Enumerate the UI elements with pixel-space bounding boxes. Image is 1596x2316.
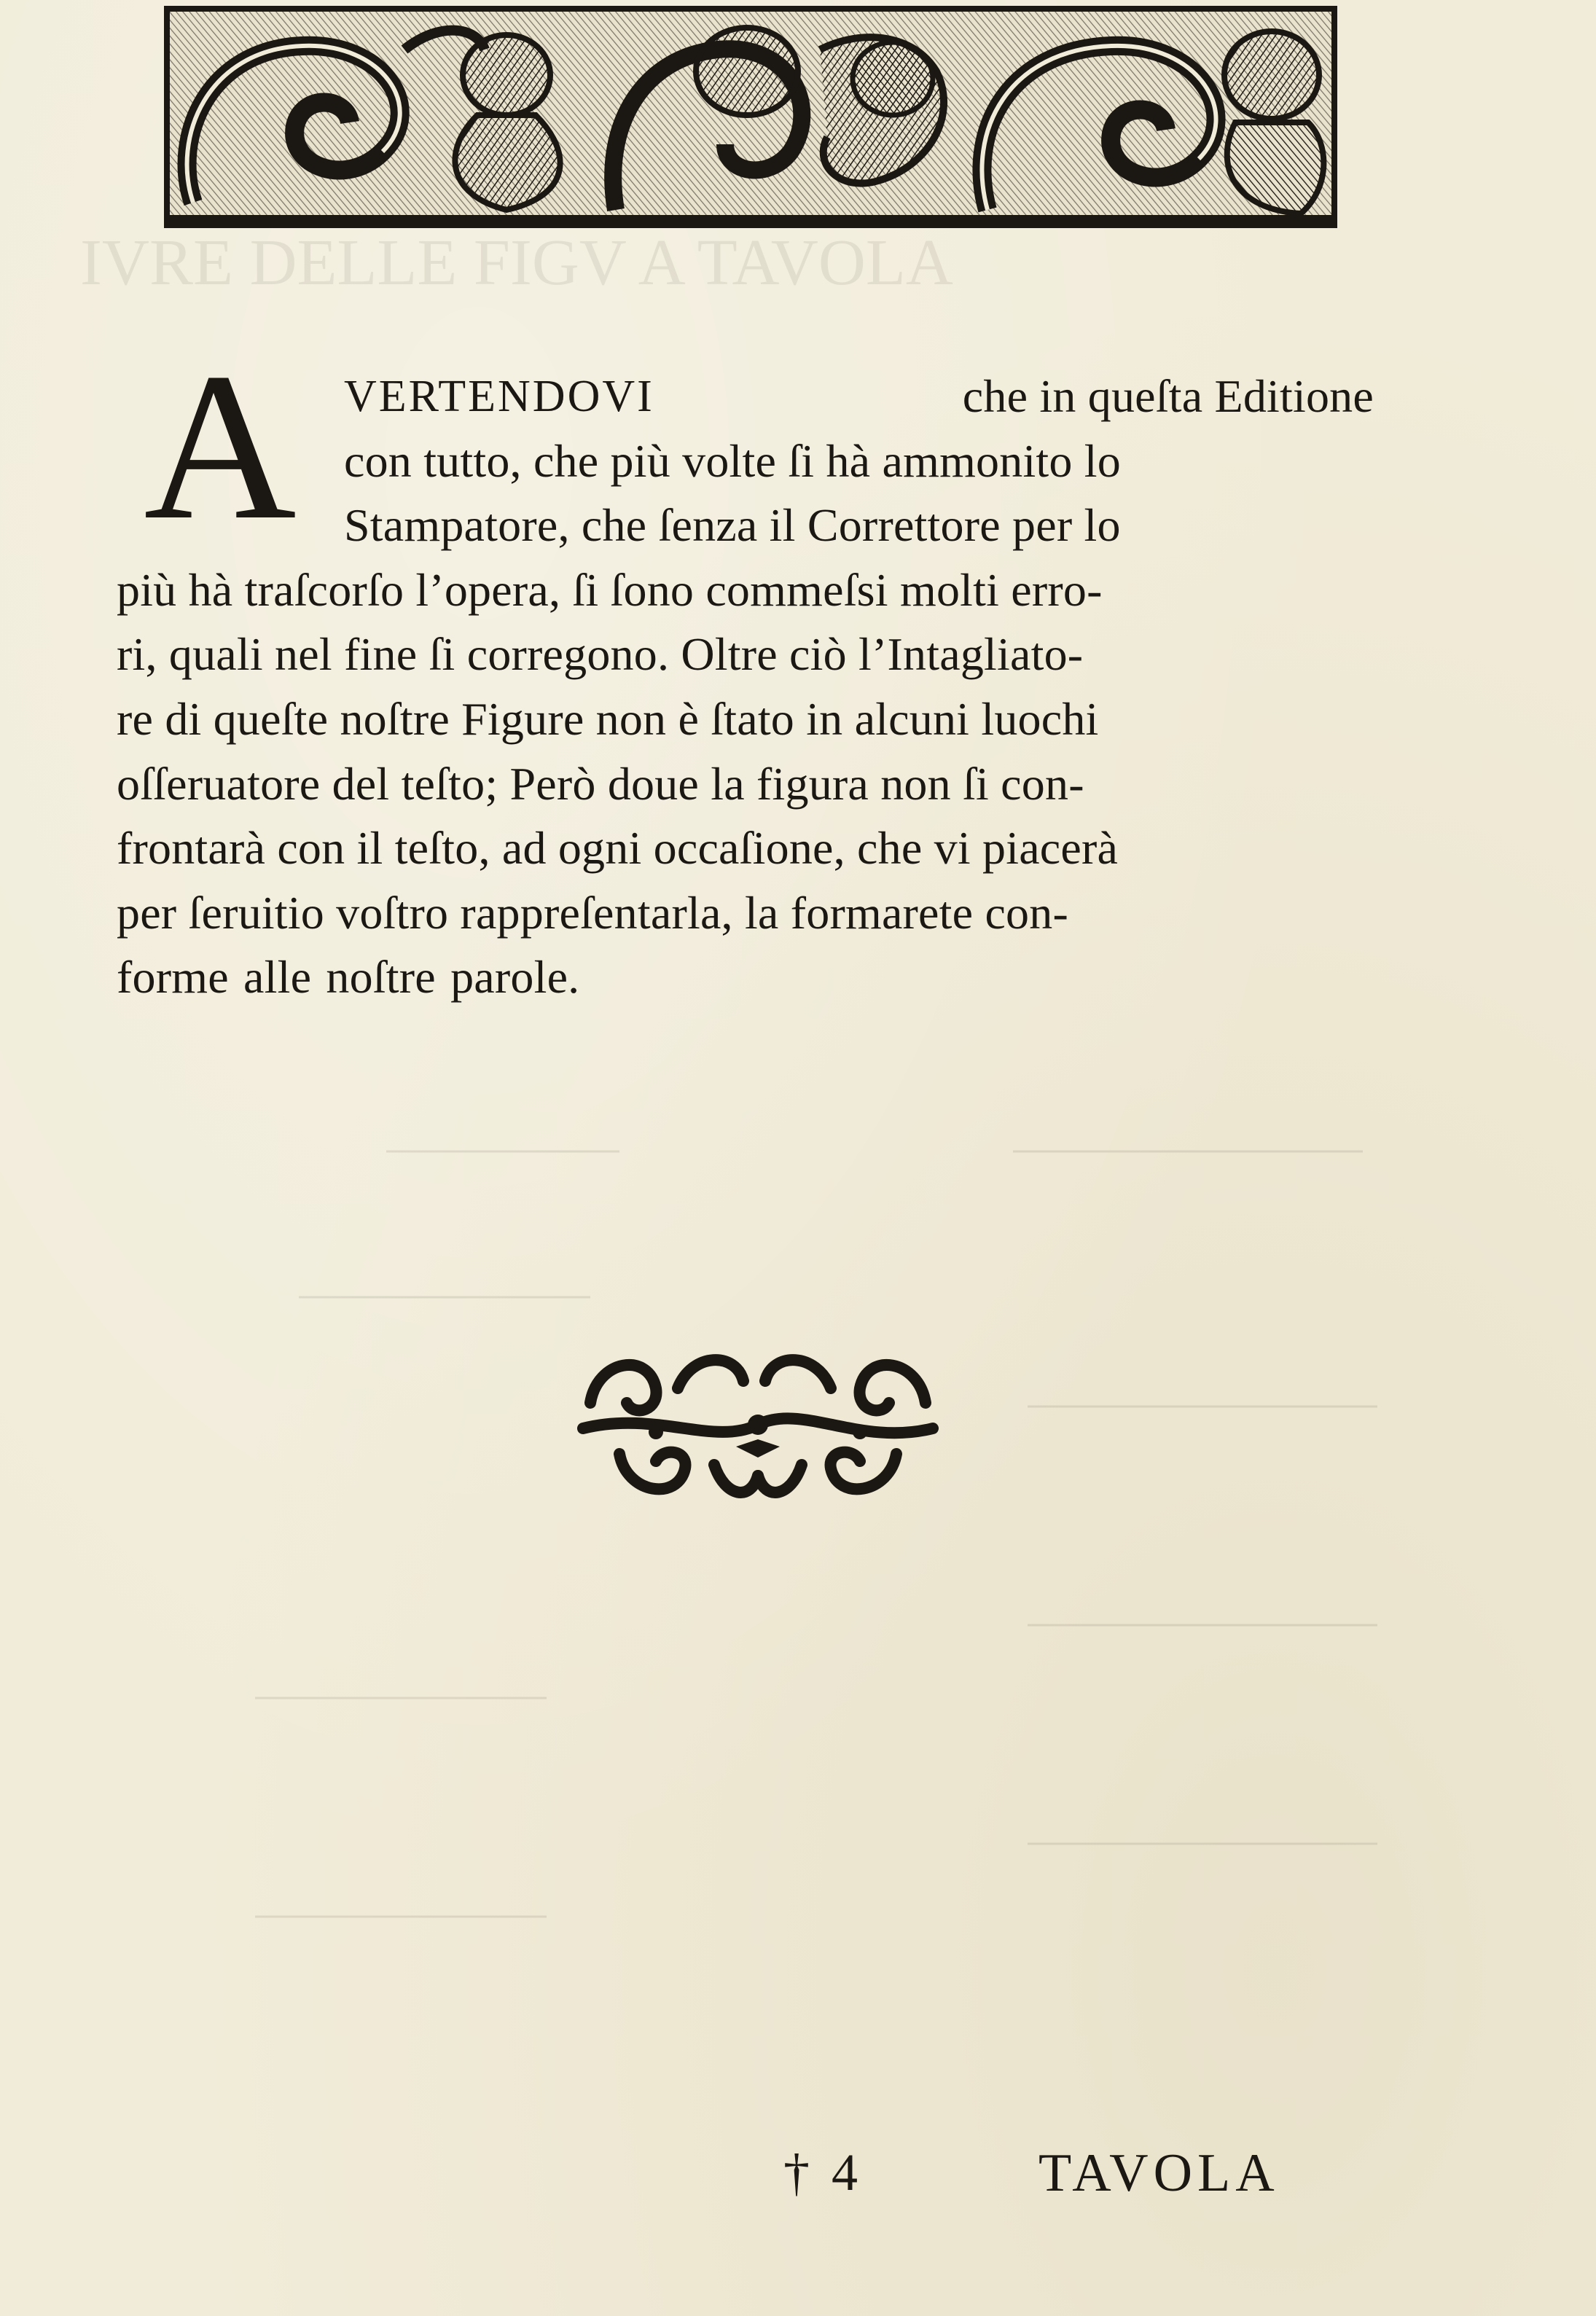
fleuron-ornament — [568, 1337, 947, 1509]
initial-letter-glyph: A — [144, 361, 297, 528]
headpiece-woodcut-icon — [164, 6, 1337, 228]
paragraph-line — [117, 493, 1374, 558]
signature-mark: † 4 — [783, 2143, 862, 2202]
line-text: re di queſte noſtre Figure non è ſtato in alcuni luochi — [117, 692, 1099, 745]
paragraph-line — [117, 558, 1374, 623]
svg-text:IVRE DELLE FIGV A TAVOLA: IVRE DELLE FIGV A TAVOLA — [80, 240, 953, 299]
line-text: che in queſta Editione — [962, 370, 1374, 422]
line-text: oſſeruatore del teſto; Però doue la figura non ſi con- — [117, 757, 1084, 810]
headpiece-ornament — [164, 6, 1337, 228]
line-text: con tutto, che più volte ſi hà ammonito lo — [344, 434, 1121, 487]
line-text: per ſeruitio voſtro rappreſentarla, la formarete con- — [117, 886, 1068, 939]
notice-paragraph — [117, 364, 1374, 1010]
fleuron-icon — [568, 1337, 947, 1509]
opening-word: VERTENDOVI — [344, 372, 654, 421]
paragraph-line — [117, 622, 1374, 687]
paragraph-line — [117, 945, 1374, 1010]
line-text: frontarà con il teſto, ad ogni occaſione, che vi piacerà — [117, 822, 1119, 875]
line-text: forme alle noſtre parole. — [117, 951, 580, 1004]
paragraph-line — [117, 429, 1374, 494]
line-text: più hà traſcorſo l’opera, ſi ſono commeſsi molti erro- — [117, 563, 1103, 616]
paragraph-line — [117, 816, 1374, 881]
paragraph-line — [117, 364, 1374, 429]
paragraph-line — [117, 881, 1374, 946]
paragraph-line — [117, 752, 1374, 817]
catchword: TAVOLA — [1038, 2143, 1280, 2203]
line-text: ri, quali nel fine ſi corregono. Oltre ciò l’Intagliato- — [117, 628, 1084, 681]
line-text: Stampatore, che ſenza il Correttore per lo — [344, 499, 1121, 552]
paragraph-line — [117, 687, 1374, 752]
